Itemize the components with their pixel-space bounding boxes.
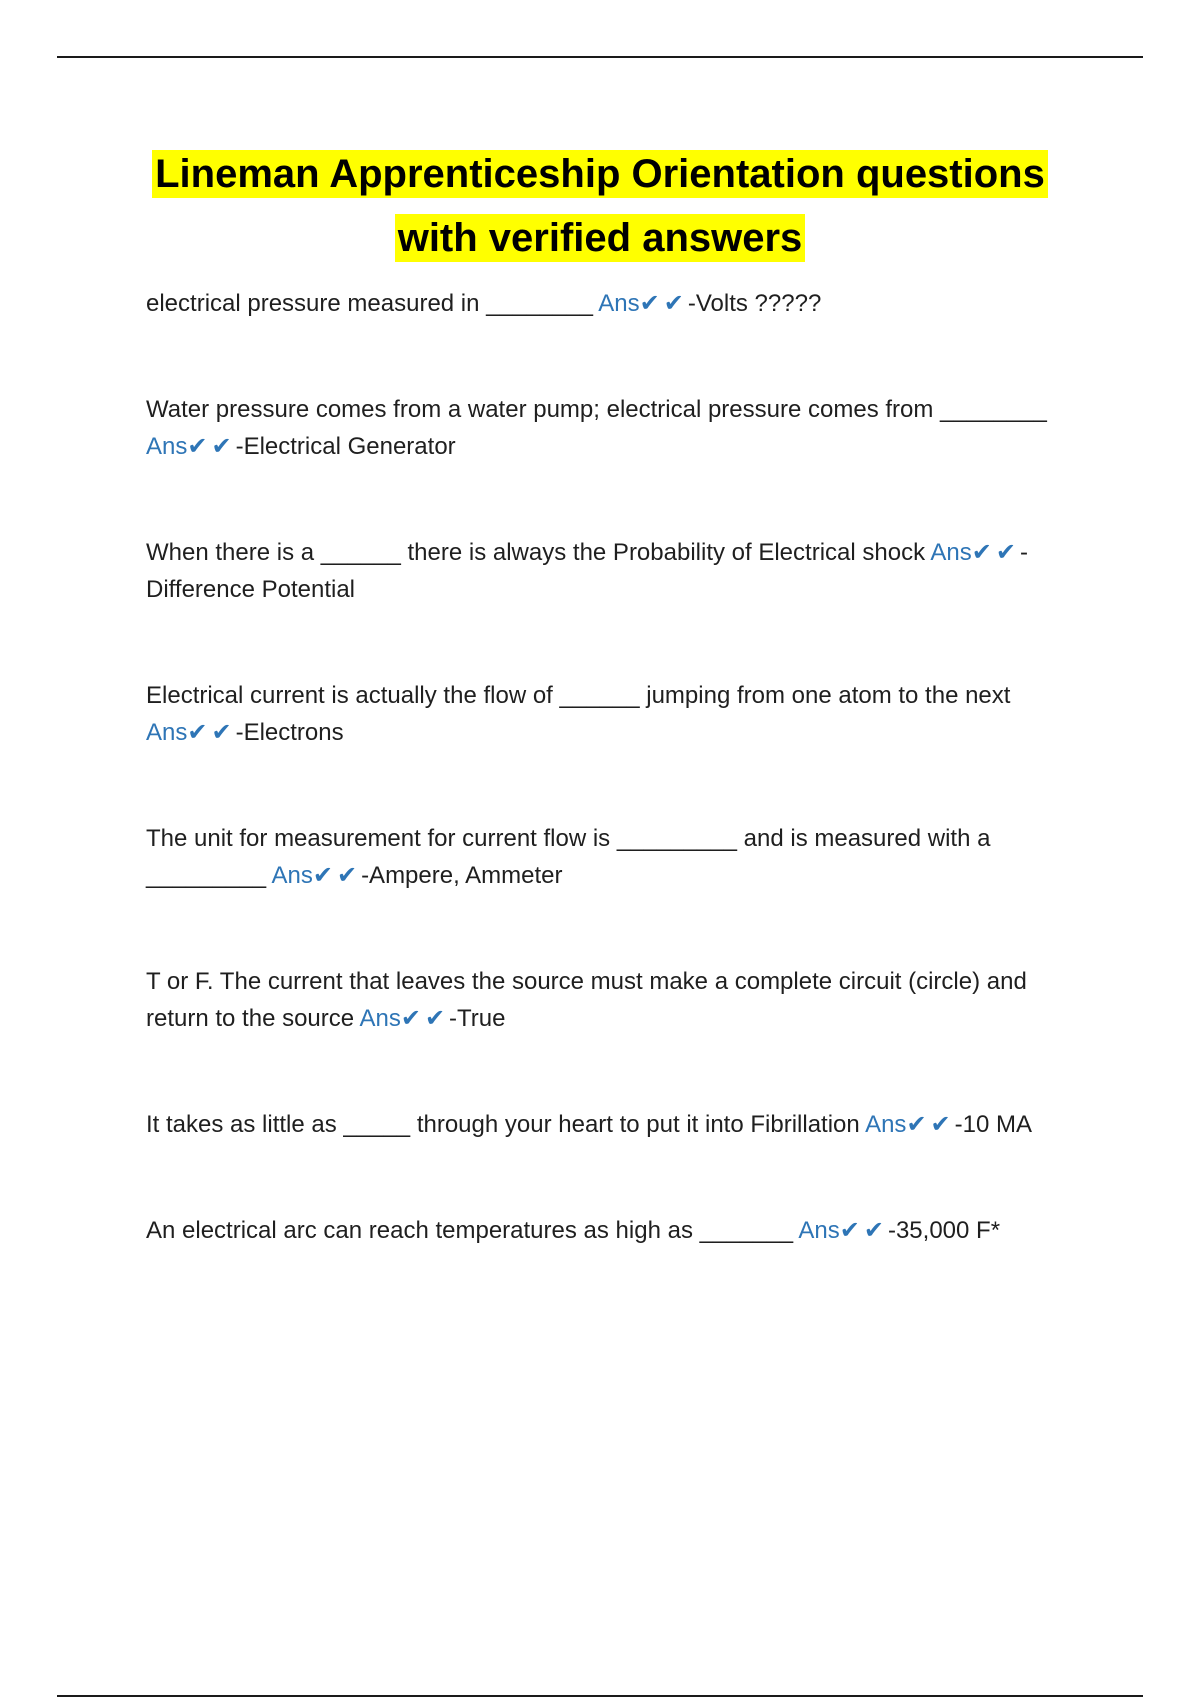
double-check-icon: ✔✔ xyxy=(906,1111,955,1138)
qa-item-7 xyxy=(146,1106,1091,1143)
answer-text: -Ampere, Ammeter xyxy=(361,862,563,889)
qa-list xyxy=(146,285,1091,1249)
question-text: Electrical current is actually the flow of ______ jumping from one atom to the next xyxy=(146,682,1011,709)
question-text: T or F. The current that leaves the source must make a complete circuit (circle) and return to the source xyxy=(146,968,1027,1032)
question-text: electrical pressure measured in ________ xyxy=(146,290,593,317)
double-check-icon: ✔✔ xyxy=(839,1217,888,1244)
header-rule xyxy=(57,56,1143,58)
answer-text: -35,000 F* xyxy=(887,1217,1001,1244)
answer-label: Ans xyxy=(865,1111,907,1138)
question-text: An electrical arc can reach temperatures as high as _______ xyxy=(146,1217,794,1244)
qa-item-8 xyxy=(146,1212,1091,1249)
question-text: When there is a ______ there is always the Probability of Electrical shock xyxy=(146,539,926,566)
question-text: It takes as little as _____ through your heart to put it into Fibrillation xyxy=(146,1111,860,1138)
answer-text: -Electrical Generator xyxy=(235,433,456,460)
qa-item-4 xyxy=(146,677,1091,751)
title-line-2: with verified answers xyxy=(395,214,806,262)
double-check-icon: ✔✔ xyxy=(187,433,236,460)
double-check-icon: ✔✔ xyxy=(400,1005,450,1032)
answer-label: Ans xyxy=(798,1217,840,1244)
answer-label: Ans xyxy=(146,433,188,460)
question-text: Water pressure comes from a water pump; electrical pressure comes from ________ xyxy=(146,396,1047,423)
qa-item-2 xyxy=(146,391,1091,465)
qa-item-5 xyxy=(146,820,1091,894)
answer-text: -Difference Potential xyxy=(146,539,1028,603)
answer-text: -Electrons xyxy=(235,719,344,746)
answer-text: -Volts ????? xyxy=(687,290,822,317)
answer-text: -10 MA xyxy=(954,1111,1033,1138)
double-check-icon: ✔✔ xyxy=(312,862,362,889)
title-line-1: Lineman Apprenticeship Orientation questions xyxy=(152,150,1048,198)
question-text: The unit for measurement for current flow is _________ and is measured with a _________ xyxy=(146,825,991,889)
answer-label: Ans xyxy=(930,539,972,566)
double-check-icon: ✔✔ xyxy=(187,719,236,746)
answer-label: Ans xyxy=(359,1005,401,1032)
qa-item-1 xyxy=(146,285,1091,322)
document-title xyxy=(100,142,1100,270)
qa-item-6 xyxy=(146,963,1091,1037)
answer-label: Ans xyxy=(146,719,188,746)
footer-rule xyxy=(57,1695,1143,1697)
double-check-icon: ✔✔ xyxy=(971,539,1020,566)
qa-item-3 xyxy=(146,534,1091,608)
answer-text: -True xyxy=(449,1005,506,1032)
answer-label: Ans xyxy=(598,290,640,317)
double-check-icon: ✔✔ xyxy=(639,290,688,317)
answer-label: Ans xyxy=(271,862,313,889)
